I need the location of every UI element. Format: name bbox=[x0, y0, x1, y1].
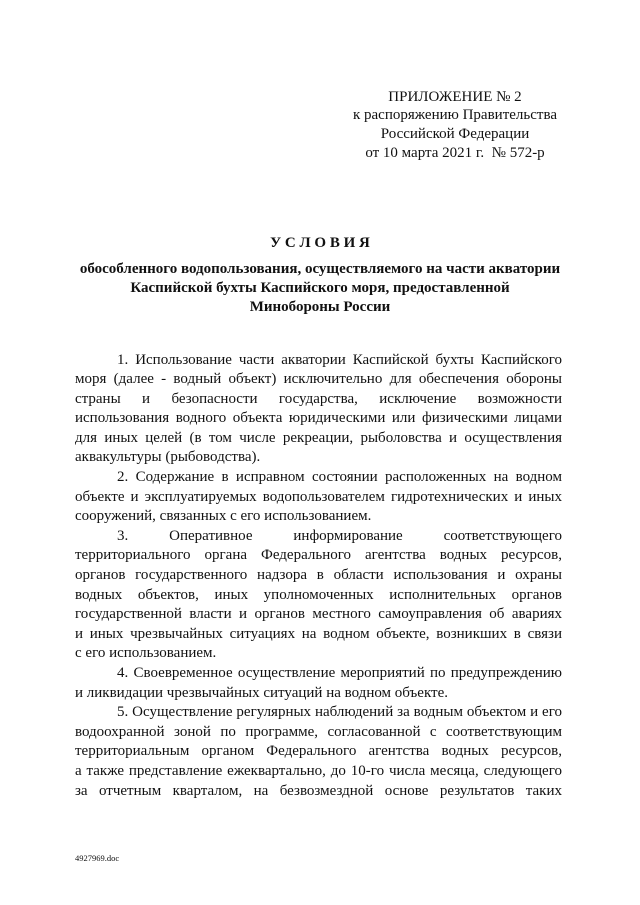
paragraph-line: сооружений, связанных с его использованием. bbox=[75, 508, 372, 525]
appendix-header bbox=[330, 88, 580, 163]
paragraph-line: 1. Использование части акватории Каспийской бухты Каспийского bbox=[117, 351, 562, 368]
paragraph-line: водных объектов, иных уполномоченных исполнительных органов bbox=[75, 586, 562, 603]
paragraph-line: для иных целей (в том числе рекреации, рыболовства и осуществления bbox=[75, 429, 562, 446]
appendix-line: Российской Федерации bbox=[380, 125, 530, 142]
paragraph-4 bbox=[75, 664, 562, 703]
paragraph-line: а также представление ежеквартально, до 10-го числа месяца, следующего bbox=[75, 762, 562, 779]
paragraph-5 bbox=[75, 703, 562, 801]
paragraph-1 bbox=[75, 351, 562, 469]
paragraph-line: 3. Оперативное информирование соответствующего bbox=[117, 527, 562, 544]
paragraph-3 bbox=[75, 527, 562, 664]
appendix-heading: ПРИЛОЖЕНИЕ № 2 bbox=[388, 88, 522, 105]
paragraph-line: страны и безопасности государства, исключение возможности bbox=[75, 390, 562, 407]
paragraph-line: объекте и эксплуатируемых водопользователем гидротехнических и иных bbox=[75, 488, 562, 505]
paragraph-line: с его использованием. bbox=[75, 645, 217, 662]
paragraph-line: территориальным органом Федерального агентства водных ресурсов, bbox=[75, 743, 562, 760]
document-title: У С Л О В И Я bbox=[270, 234, 370, 251]
paragraph-line: водоохранной зоной по программе, согласованной с соответствующим bbox=[75, 723, 562, 740]
paragraph-line: аквакультуры (рыбоводства). bbox=[75, 449, 261, 466]
paragraph-line: органов государственного надзора в области использования и охраны bbox=[75, 567, 562, 584]
appendix-line: от 10 марта 2021 г. № 572-р bbox=[365, 144, 545, 161]
paragraph-line: государственной власти и органов местного самоуправления об авариях bbox=[75, 606, 562, 623]
paragraph-line: 2. Содержание в исправном состоянии расположенных на водном bbox=[117, 469, 562, 486]
paragraph-line: и ликвидации чрезвычайных ситуаций на водном объекте. bbox=[75, 684, 449, 701]
paragraph-line: за отчетным кварталом, на безвозмездной основе результатов таких bbox=[75, 782, 562, 799]
paragraph-line: 4. Своевременное осуществление мероприятий по предупреждению bbox=[117, 665, 562, 681]
document-subtitle bbox=[0, 260, 640, 317]
conditions-body bbox=[75, 351, 562, 802]
subtitle-line: Каспийской бухты Каспийского моря, предоставленной bbox=[130, 279, 510, 296]
paragraph-line: и иных чрезвычайных ситуациях на водном объекте, возникших в связи bbox=[75, 625, 562, 642]
appendix-line: к распоряжению Правительства bbox=[352, 107, 557, 124]
paragraph-line: использования водного объекта юридическими или физическими лицами bbox=[75, 410, 562, 427]
paragraph-line: моря (далее - водный объект) исключительно для обеспечения обороны bbox=[75, 371, 562, 388]
paragraph-line: территориального органа Федерального агентства водных ресурсов, bbox=[75, 547, 562, 564]
paragraph-2 bbox=[75, 468, 562, 527]
subtitle-line: обособленного водопользования, осуществляемого на части акватории bbox=[79, 260, 561, 277]
paragraph-line: 5. Осуществление регулярных наблюдений за водным объектом и его bbox=[117, 704, 562, 721]
subtitle-line: Минобороны России bbox=[249, 298, 391, 315]
footer-filename: 4927969.doc bbox=[75, 853, 120, 863]
